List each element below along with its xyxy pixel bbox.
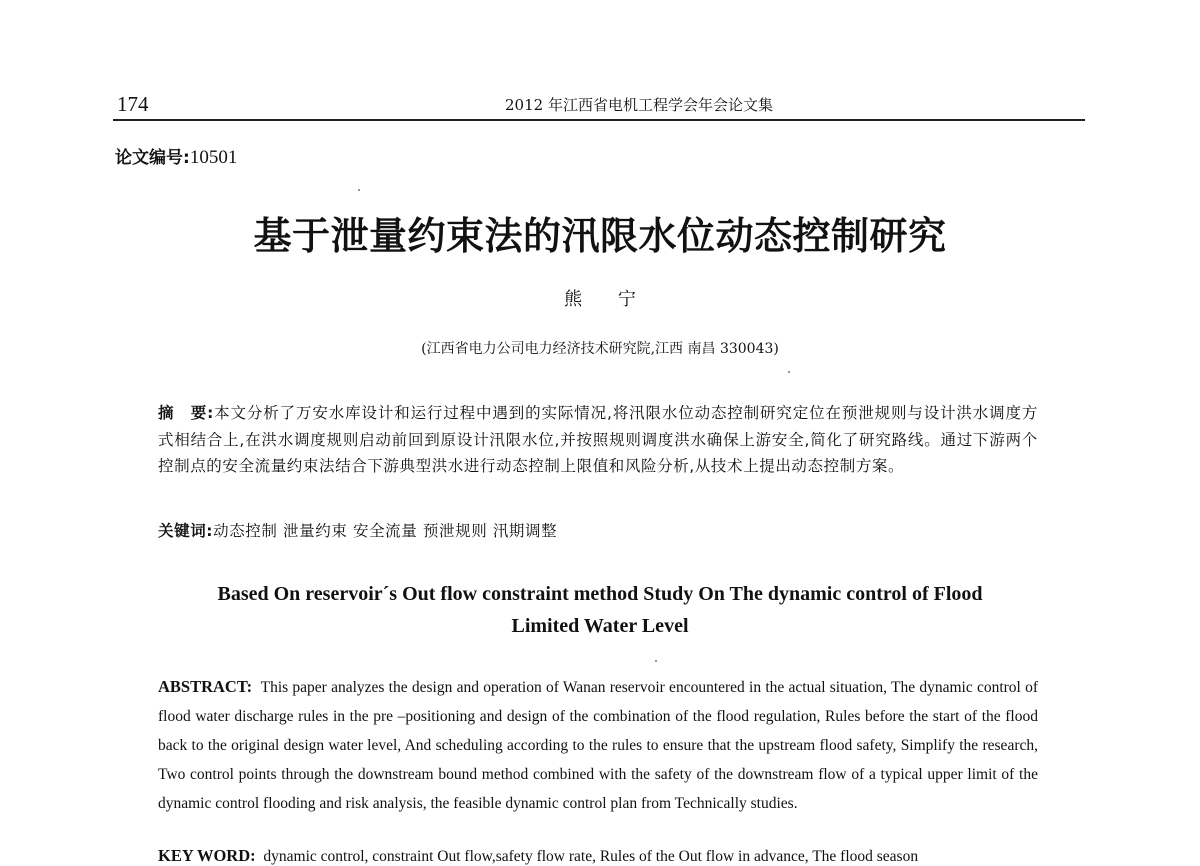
- paper-title-en: [150, 578, 1050, 642]
- affiliation: (江西省电力公司电力经济技术研究院,江西 南昌 330043): [421, 341, 779, 357]
- scan-speck: [655, 660, 657, 662]
- paper-title-en-line2: Limited Water Level: [511, 615, 689, 637]
- keywords-en-label: KEY WORD:: [158, 846, 256, 865]
- running-header: [113, 92, 1085, 122]
- abstract-cn-label: 摘 要:: [158, 404, 214, 422]
- abstract-en: [158, 672, 1038, 818]
- abstract-cn-text: 本文分析了万安水库设计和运行过程中遇到的实际情况,将汛限水位动态控制研究定位在预泄规则与设计洪水调度方式相结合上,在洪水调度规则启动前回到原设计汛限水位,并按照规则调度洪水确保上游安全,简化了研究路线。通过下游两个控制点的安全流量约束法结合下游典型洪水进行动态控制上限值和风险分析,从技术上提出动态控制方案。: [158, 404, 1038, 475]
- scan-speck: [788, 371, 790, 373]
- paper-number: [115, 143, 237, 169]
- paper-title-en-line1: Based On reservoir´s Out flow constraint method Study On The dynamic control of Flood: [217, 583, 983, 605]
- abstract-cn: [158, 400, 1038, 480]
- keywords-cn-text: 动态控制 泄量约束 安全流量 预泄规则 汛期调整: [213, 522, 558, 540]
- abstract-en-text: This paper analyzes the design and operation of Wanan reservoir encountered in the actual situation, The dynamic control of flood water discharge rules in the pre –positioning and design of the combination of the flood regulation, Rules before the start of the flood back to the original design water level, And scheduling according to the rules to ensure that the upstream flood safety, Simplify the research, Two control points through the downstream bound method combined with the safety of the downstream flow of a typical upper limit of the dynamic control flooding and risk analysis, the feasible dynamic control plan from Technically studies.: [158, 679, 1038, 812]
- paper-number-value: 10501: [189, 147, 238, 168]
- abstract-en-label: ABSTRACT:: [158, 677, 253, 696]
- keywords-en: [158, 846, 1058, 866]
- author: 熊 宁: [564, 289, 636, 310]
- header-rule: [113, 119, 1085, 121]
- scan-speck: [358, 189, 360, 191]
- keywords-cn-label: 关键词:: [158, 522, 214, 540]
- keywords-cn: [158, 519, 557, 541]
- keywords-en-text: dynamic control, constraint Out flow,safety flow rate, Rules of the Out flow in advance, The flood season: [263, 848, 919, 865]
- paper-title-cn: 基于泄量约束法的汛限水位动态控制研究: [253, 214, 947, 258]
- paper-number-label: 论文编号:: [115, 148, 190, 168]
- journal-title: 2012 年江西省电机工程学会年会论文集: [505, 96, 773, 114]
- page-number: 174: [117, 92, 149, 116]
